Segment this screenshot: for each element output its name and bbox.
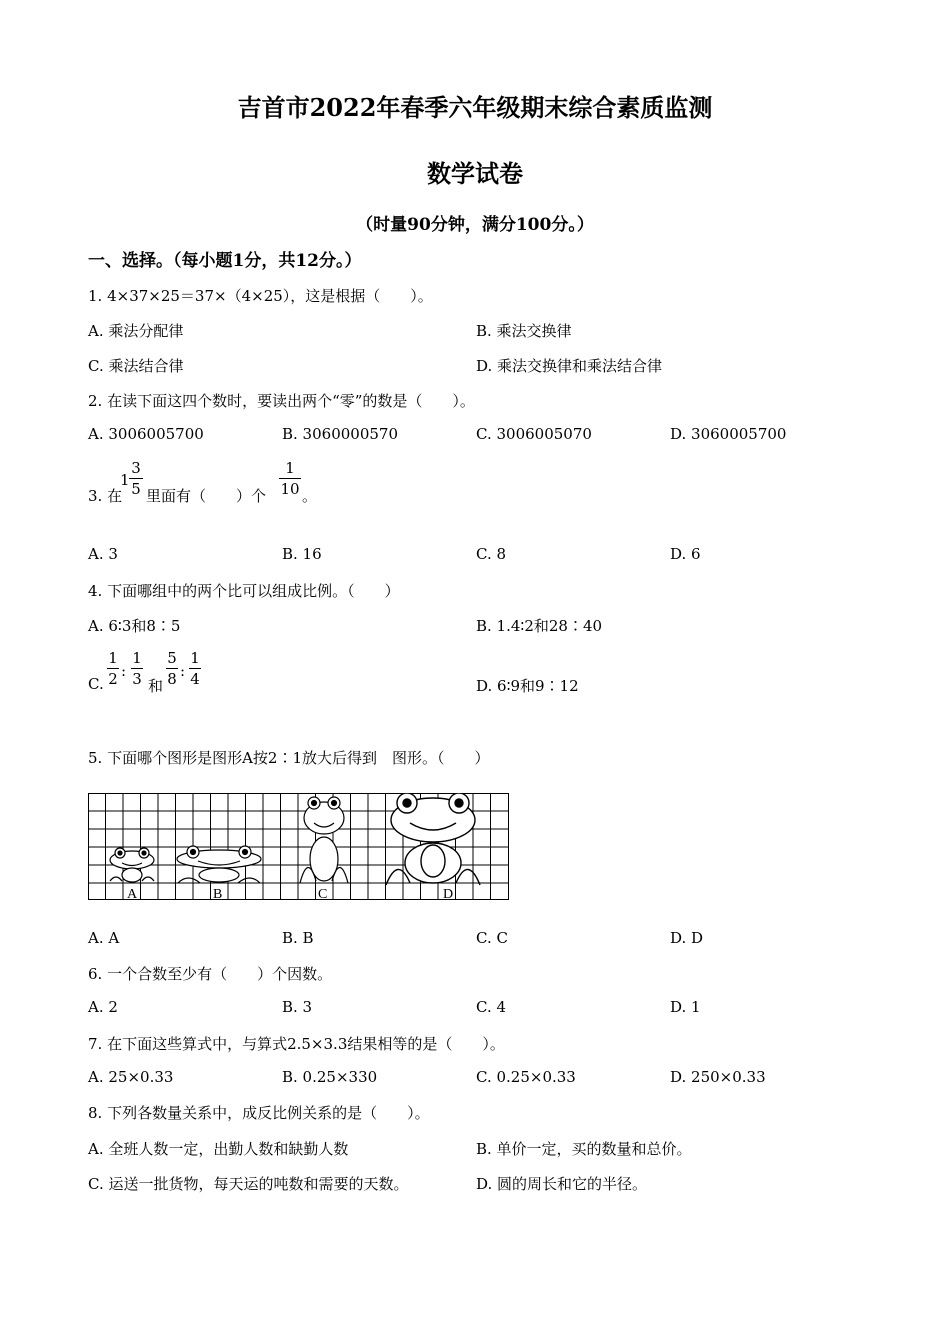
question-2: 2. 在读下面这四个数时，要读出两个“零”的数是（ ）。	[88, 392, 475, 410]
option-6b: B. 3	[282, 998, 313, 1016]
figure-label-c: C	[318, 887, 328, 901]
frac-num: 1	[285, 459, 295, 477]
option-4b: B. 1.4∶2和28∶40	[476, 617, 603, 635]
question-3-suffix: 。	[302, 487, 318, 505]
option-1a: A. 乘法分配律	[88, 322, 184, 340]
option-3c: C. 8	[476, 545, 507, 563]
option-2c: C. 3006005070	[476, 425, 592, 443]
question-4: 4. 下面哪组中的两个比可以组成比例。（ ）	[88, 582, 400, 600]
option-1d: D. 乘法交换律和乘法结合律	[476, 357, 663, 375]
option-5b: B. B	[282, 929, 314, 947]
option-1c: C. 乘法结合律	[88, 357, 184, 375]
option-7c: C. 0.25×0.33	[476, 1068, 576, 1086]
question-3-mixed-whole: 1	[120, 471, 130, 489]
option-6d: D. 1	[670, 998, 701, 1016]
frac-num: 3	[131, 459, 141, 477]
option-4c: C.	[88, 675, 104, 693]
figure-label-d: D	[443, 887, 454, 901]
option-8a: A. 全班人数一定，出勤人数和缺勤人数	[88, 1140, 349, 1158]
question-6: 6. 一个合数至少有（ ）个因数。	[88, 965, 333, 983]
frac-num: 5	[167, 649, 177, 667]
frac-den: 8	[167, 670, 177, 688]
question-1: 1. 4×37×25＝37×（4×25），这是根据（ ）。	[88, 287, 433, 305]
option-4a: A. 6∶3和8∶5	[88, 617, 181, 635]
ratio-frac-1-4	[189, 648, 201, 689]
ratio-colon: :	[121, 662, 127, 680]
option-8b: B. 单价一定，买的数量和总价。	[476, 1140, 692, 1158]
frog-c-icon	[300, 797, 348, 883]
option-4d: D. 6∶9和9∶12	[476, 677, 579, 695]
question-5: 5. 下面哪个图形是图形A按2∶1放大后得到 图形。（ ）	[88, 749, 490, 767]
option-3d: D. 6	[670, 545, 701, 563]
option-7d: D. 250×0.33	[670, 1068, 766, 1086]
question-7: 7. 在下面这些算式中，与算式2.5×3.3结果相等的是（ ）。	[88, 1035, 505, 1053]
frac-den: 2	[108, 670, 118, 688]
ratio-frac-5-8	[166, 648, 178, 689]
frac-den: 5	[129, 478, 143, 499]
frac-den: 4	[190, 670, 200, 688]
option-8d: D. 圆的周长和它的半径。	[476, 1175, 648, 1193]
option-8c: C. 运送一批货物，每天运的吨数和需要的天数。	[88, 1175, 409, 1193]
frac-num: 1	[190, 649, 200, 667]
option-6a: A. 2	[88, 998, 118, 1016]
option-3b: B. 16	[282, 545, 322, 563]
fraction-1-10	[279, 458, 301, 499]
option-2b: B. 3060000570	[282, 425, 398, 443]
ratio-frac-1-2	[107, 648, 119, 689]
frac-den: 3	[132, 670, 142, 688]
option-1b: B. 乘法交换律	[476, 322, 572, 340]
option-7b: B. 0.25×330	[282, 1068, 378, 1086]
exam-time-note: （时量90分钟，满分100分。）	[356, 215, 594, 235]
option-2a: A. 3006005700	[88, 425, 204, 443]
figure-label-a: A	[127, 887, 138, 901]
option-5c: C. C	[476, 929, 508, 947]
page-subtitle: 数学试卷	[427, 159, 523, 188]
ratio-colon: :	[180, 662, 186, 680]
option-7a: A. 25×0.33	[88, 1068, 174, 1086]
frog-grid-figure	[88, 793, 510, 901]
fraction-3-5	[129, 458, 143, 499]
option-2d: D. 3060005700	[670, 425, 787, 443]
frac-den: 10	[280, 480, 300, 498]
frac-num: 1	[108, 649, 118, 667]
page-title: 吉首市2022年春季六年级期末综合素质监测	[237, 93, 713, 122]
frog-a-icon	[110, 848, 154, 882]
ratio-join: 和	[148, 677, 164, 695]
question-8: 8. 下列各数量关系中，成反比例关系的是（ ）。	[88, 1104, 430, 1122]
option-6c: C. 4	[476, 998, 507, 1016]
ratio-frac-1-3	[131, 648, 143, 689]
frog-d-icon	[386, 793, 480, 885]
figure-label-b: B	[213, 887, 223, 901]
option-5d: D. D	[670, 929, 704, 947]
frog-b-icon	[177, 846, 261, 883]
question-3-middle: 里面有（ ）个	[146, 487, 267, 505]
option-5a: A. A	[88, 929, 120, 947]
section-heading: 一、选择。（每小题1分，共12分。）	[88, 251, 362, 271]
frac-num: 1	[132, 649, 142, 667]
option-3a: A. 3	[88, 545, 118, 563]
question-3-prefix: 3. 在	[88, 487, 123, 505]
